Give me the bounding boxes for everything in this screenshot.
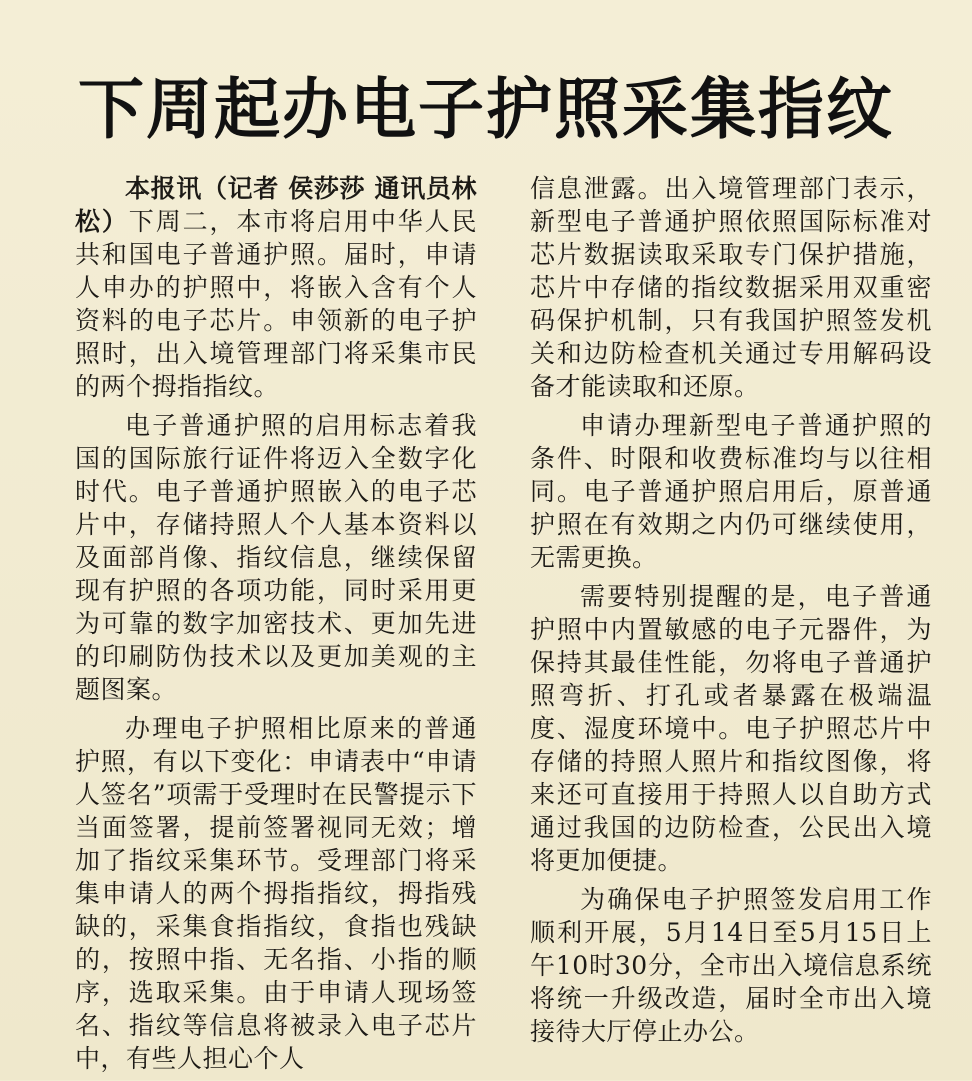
article-column-right xyxy=(530,172,932,1054)
article-paragraph: 为确保电子护照签发启用工作顺利开展，5月14日至5月15日上午10时30分，全市出入境信息系统将统一升级改造，届时全市出入境接待大厅停止办公。 xyxy=(530,885,932,1046)
article-paragraph: 申请办理新型电子普通护照的条件、时限和收费标准均与以往相同。电子普通护照启用后，原普通护照在有效期之内仍可继续使用，无需更换。 xyxy=(530,411,932,572)
article-paragraph: 电子普通护照的启用标志着我国的国际旅行证件将迈入全数字化时代。电子普通护照嵌入的电子芯片中，存储持照人个人基本资料以及面部肖像、指纹信息，继续保留现有护照的各项功能，同时采用更为可靠的数字加密技术、更加先进的印刷防伪技术以及更加美观的主题图案。 xyxy=(75,411,477,704)
article-column-left xyxy=(75,172,477,1081)
article-paragraph-continued: 信息泄露。出入境管理部门表示，新型电子普通护照依照国际标准对芯片数据读取采取专门保护措施，芯片中存储的指纹数据采用双重密码保护机制，只有我国护照签发机关和边防检查机关通过专用解码设备才能读取和还原。 xyxy=(530,174,932,401)
article-paragraph: 需要特别提醒的是，电子普通护照中内置敏感的电子元器件，为保持其最佳性能，勿将电子普通护照弯折、打孔或者暴露在极端温度、湿度环境中。电子护照芯片中存储的持照人照片和指纹图像，将来还可直接用于持照人以自助方式通过我国的边防检查，公民出入境将更加便捷。 xyxy=(530,582,932,875)
article-paragraph-text: 下周二，本市将启用中华人民共和国电子普通护照。届时，申请人申办的护照中，将嵌入含有个人资料的电子芯片。申领新的电子护照时，出入境管理部门将采集市民的两个拇指指纹。 xyxy=(75,207,477,401)
article-byline: 本报讯（记者 侯莎莎 通讯员林松） xyxy=(75,174,477,236)
article-paragraph xyxy=(75,172,477,403)
article-headline: 下周起办电子护照采集指纹 xyxy=(78,71,894,148)
article-paragraph: 办理电子护照相比原来的普通护照，有以下变化：申请表中“申请人签名”项需于受理时在民警提示下当面签署，提前签署视同无效；增加了指纹采集环节。受理部门将采集申请人的两个拇指指纹，拇指残缺的，采集食指指纹，食指也残缺的，按照中指、无名指、小指的顺序，选取采集。由于申请人现场签名、指纹等信息将被录入电子芯片中，有些人担心个人 xyxy=(75,714,477,1073)
